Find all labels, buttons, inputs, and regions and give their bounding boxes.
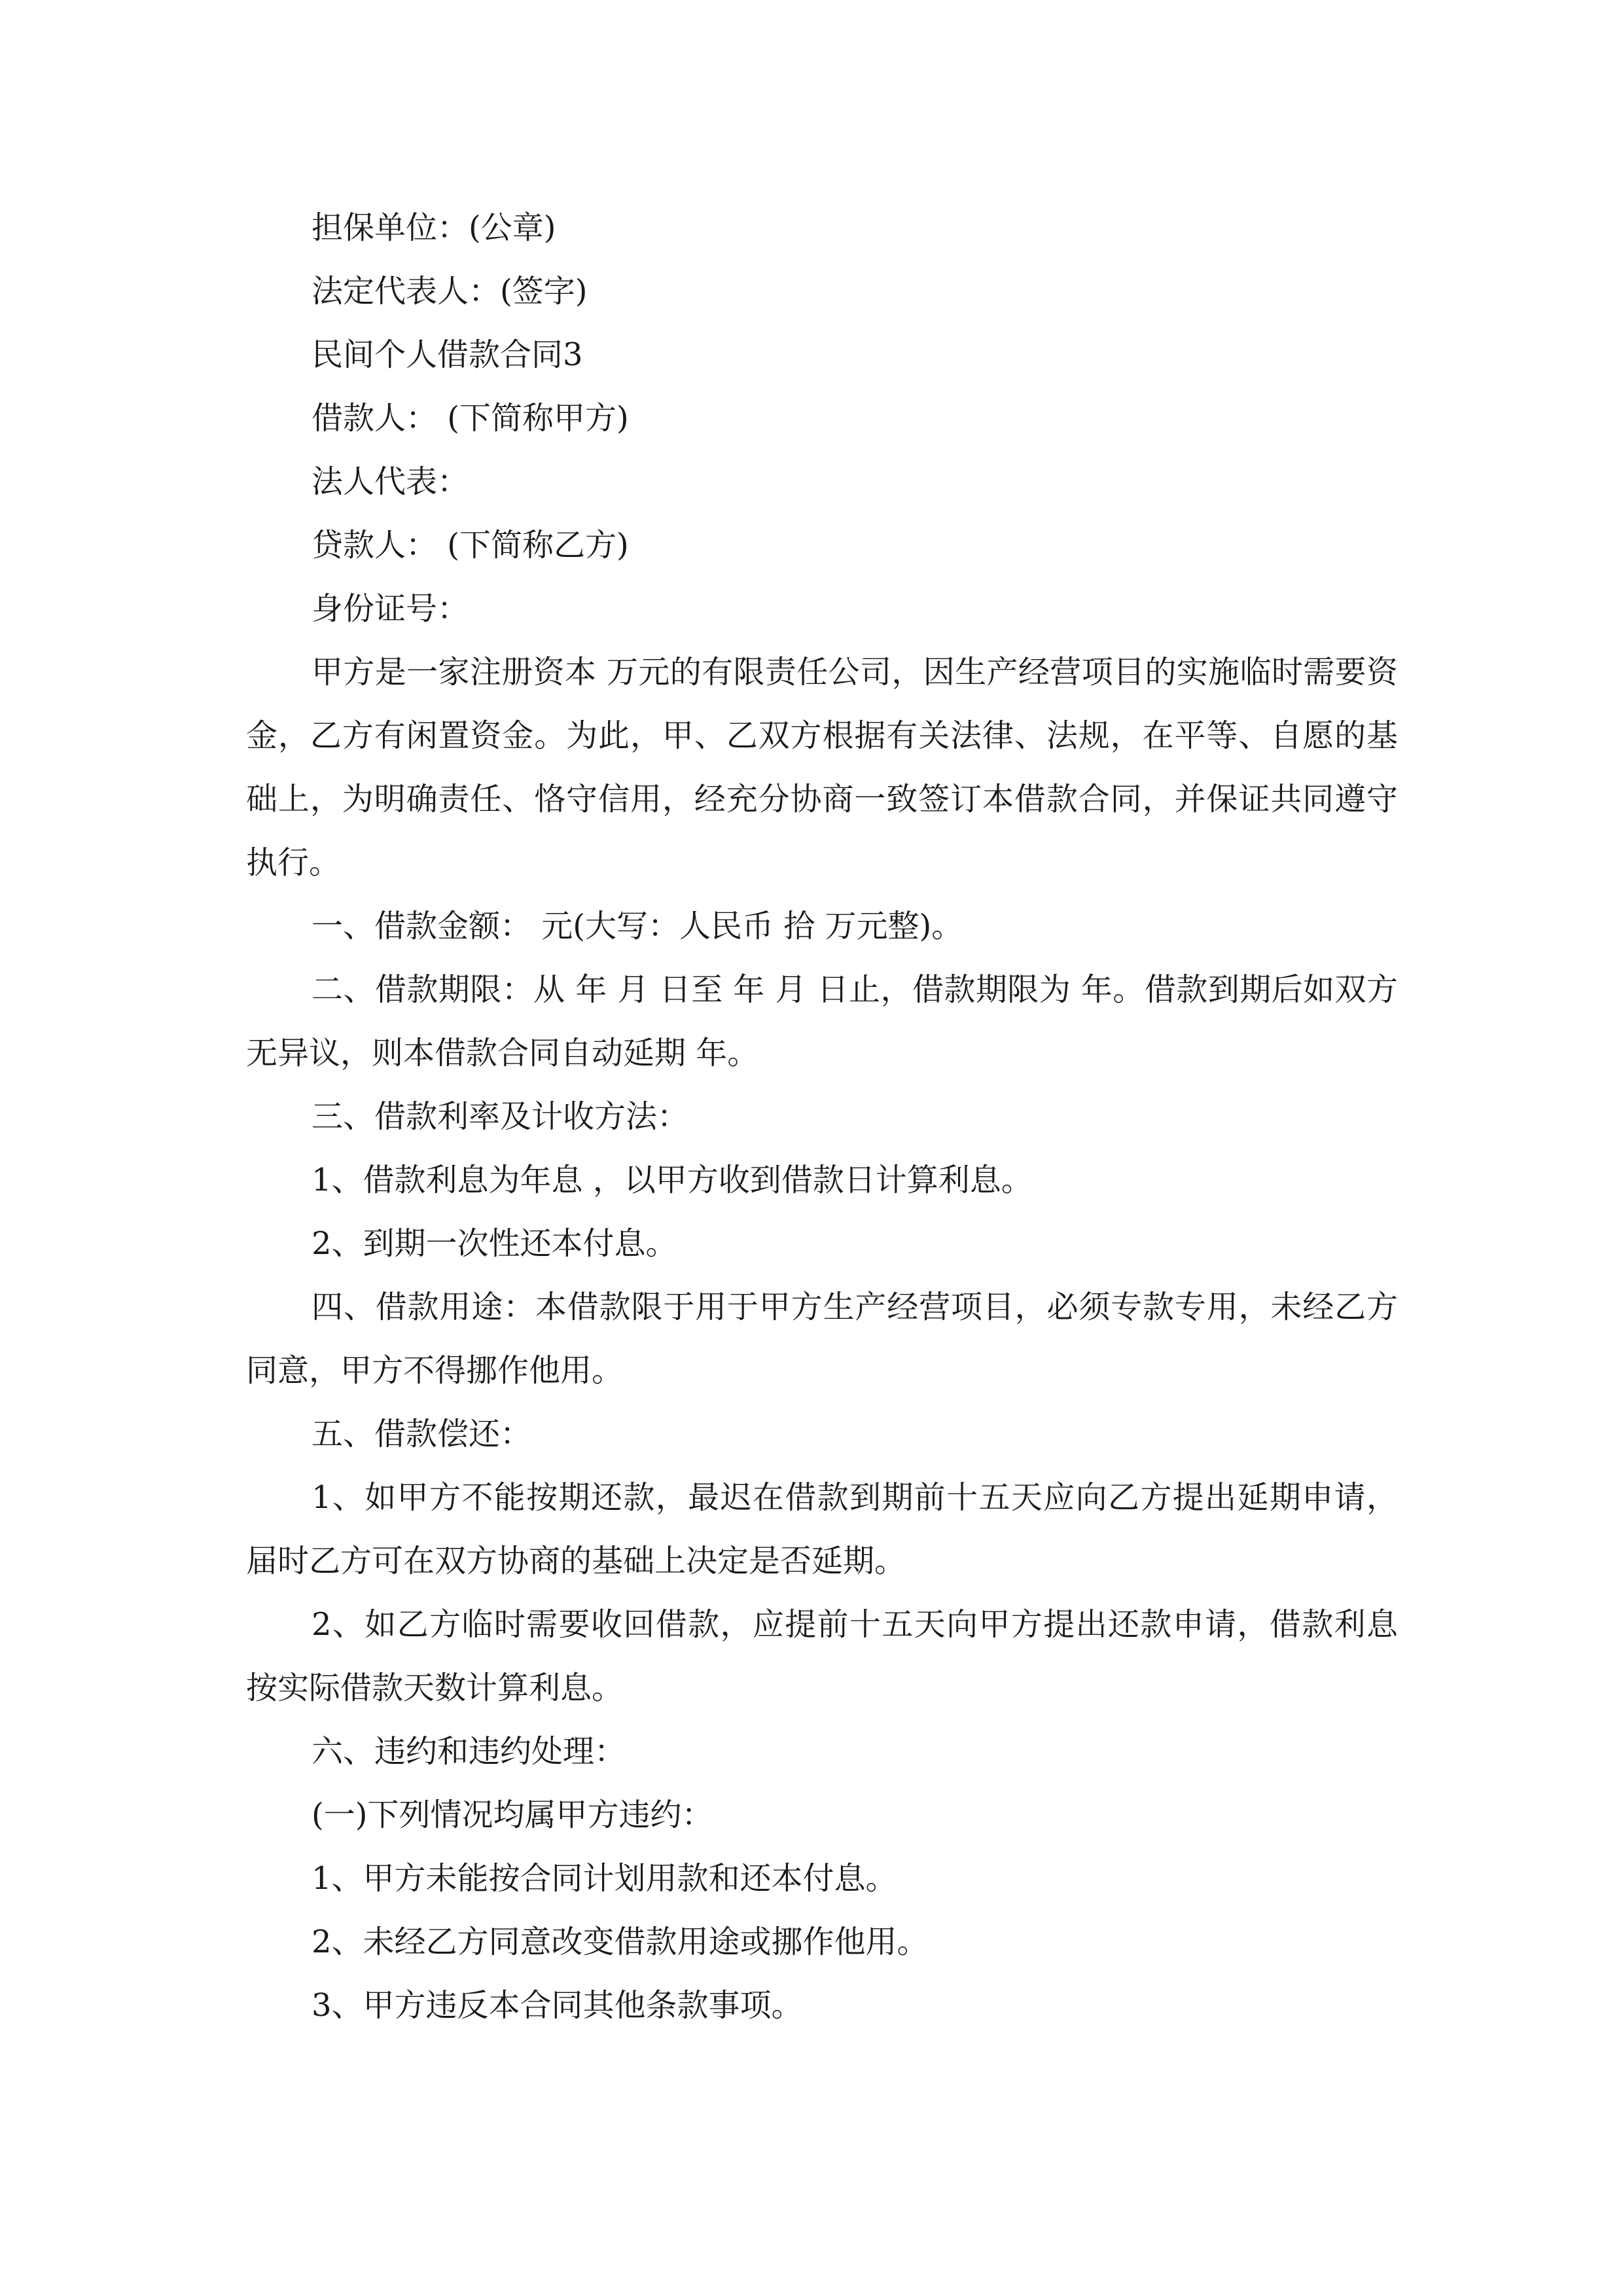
clause-loan-term: 二、借款期限：从 年 月 日至 年 月 日止，借款期限为 年。借款到期后如双方无异议，则本借款合同自动延期 年。 [246, 971, 1398, 1071]
breach-item-2: 2、未经乙方同意改变借款用途或挪作他用。 [312, 1924, 929, 1960]
clause-loan-amount: 一、借款金额： 元(大写：人民币 拾 万元整)。 [312, 908, 963, 944]
repayment-item-1: 1、如甲方不能按期还款，最迟在借款到期前十五天应向乙方提出延期申请，届时乙方可在双方协商的基础上决定是否延期。 [246, 1479, 1398, 1579]
guarantor-unit-line: 担保单位：(公章) [312, 209, 556, 246]
interest-item-1: 1、借款利息为年息 ，以甲方收到借款日计算利息。 [312, 1162, 1033, 1198]
interest-item-2: 2、到期一次性还本付息。 [312, 1225, 677, 1262]
lender-line: 贷款人： (下简称乙方) [312, 527, 629, 564]
clause-repayment-heading: 五、借款偿还： [312, 1416, 532, 1452]
clause-loan-purpose: 四、借款用途：本借款限于用于甲方生产经营项目，必须专款专用，未经乙方同意，甲方不得挪作他用。 [246, 1289, 1398, 1389]
breach-item-1: 1、甲方未能按合同计划用款和还本付息。 [312, 1860, 897, 1897]
legal-representative-line: 法人代表： [312, 463, 469, 500]
clause-breach-heading: 六、违约和违约处理： [312, 1733, 626, 1770]
id-number-line: 身份证号： [312, 590, 469, 627]
preamble-paragraph: 甲方是一家注册资本 万元的有限责任公司，因生产经营项目的实施临时需要资金，乙方有闲置资金。为此，甲、乙双方根据有关法律、法规，在平等、自愿的基础上，为明确责任、恪守信用，经充分协商一致签订本借款合同，并保证共同遵守执行。 [246, 654, 1398, 881]
legal-representative-signature-line: 法定代表人：(签字) [312, 273, 588, 310]
document-body [246, 196, 1398, 2037]
borrower-line: 借款人： (下简称甲方) [312, 400, 629, 437]
repayment-item-2: 2、如乙方临时需要收回借款，应提前十五天向甲方提出还款申请，借款利息按实际借款天数计算利息。 [246, 1606, 1398, 1706]
breach-subheading: (一)下列情况均属甲方违约： [312, 1797, 713, 1833]
breach-item-3: 3、甲方违反本合同其他条款事项。 [312, 1987, 803, 2024]
contract-title: 民间个人借款合同3 [312, 336, 583, 373]
clause-interest-heading: 三、借款利率及计收方法： [312, 1098, 689, 1135]
